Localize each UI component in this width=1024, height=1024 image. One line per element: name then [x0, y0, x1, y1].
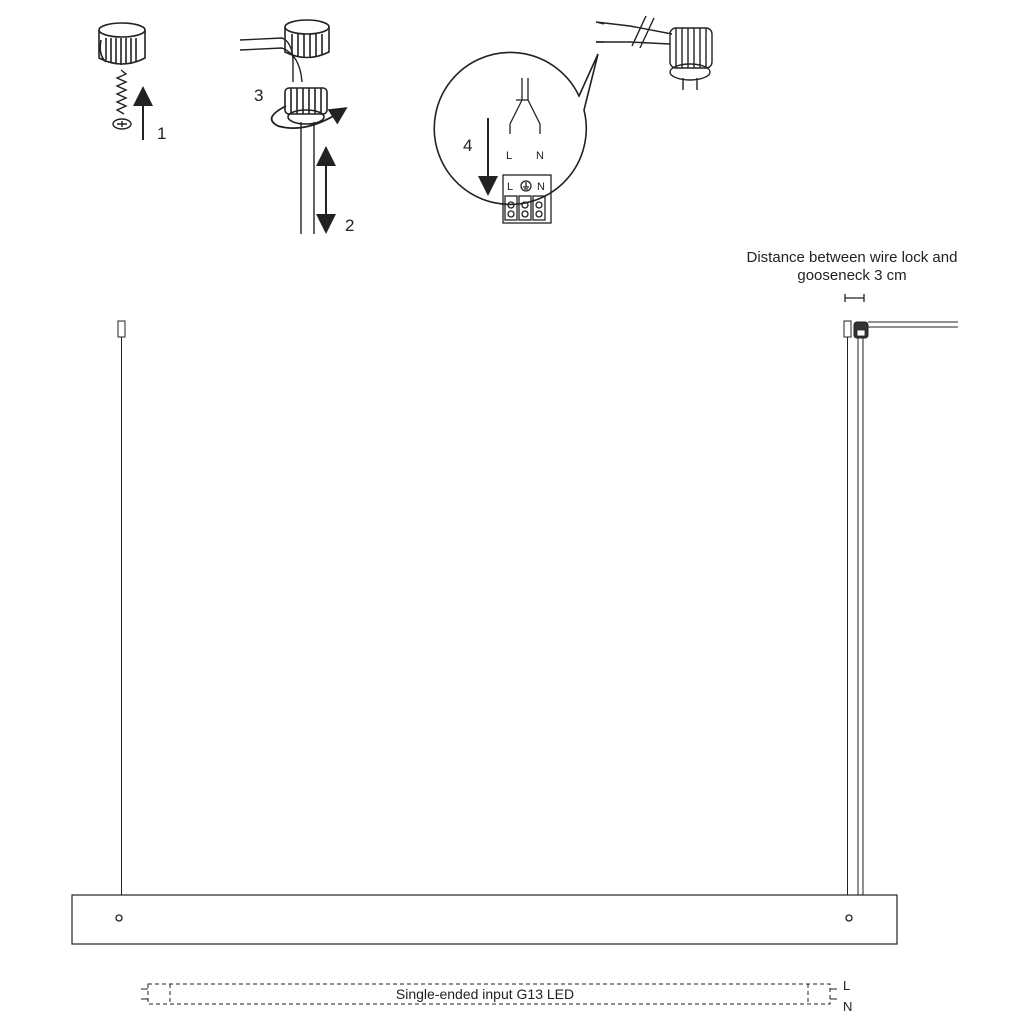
right-mount-hole — [846, 915, 852, 921]
left-wire-grip — [118, 321, 125, 337]
terminal-n-label: N — [537, 181, 545, 193]
wire-lock-icon — [285, 88, 327, 124]
gooseneck-connector-icon — [596, 16, 712, 90]
screw-icon — [113, 70, 131, 129]
left-mount-hole — [116, 915, 122, 921]
detail-bubble — [434, 52, 598, 204]
step1-number: 1 — [157, 124, 167, 143]
wire-n-label: N — [536, 150, 544, 162]
step2-3-canopy-cable — [240, 20, 354, 235]
luminaire — [72, 321, 958, 944]
distance-note-line2: gooseneck 3 cm — [797, 267, 907, 284]
terminal-l-label: L — [507, 181, 514, 193]
led-tube-label: Single-ended input G13 LED — [395, 986, 575, 1002]
step4-wiring-detail — [434, 52, 598, 223]
step4-number: 4 — [463, 136, 473, 155]
tube-l-label: L — [843, 978, 851, 993]
distance-note — [722, 249, 982, 285]
right-wire-lock — [854, 322, 868, 338]
wire-l-label: L — [506, 150, 513, 162]
step3-number: 3 — [254, 86, 264, 105]
right-wire-grip — [844, 321, 851, 337]
tube-n-label: N — [843, 999, 853, 1014]
distance-note-line1: Distance between wire lock and — [746, 249, 958, 266]
step1-canopy-screw — [99, 23, 166, 143]
step2-number: 2 — [345, 216, 355, 235]
luminaire-body — [72, 895, 897, 944]
distance-dimension-marker — [845, 294, 864, 302]
ceiling-canopy-icon — [99, 23, 145, 65]
